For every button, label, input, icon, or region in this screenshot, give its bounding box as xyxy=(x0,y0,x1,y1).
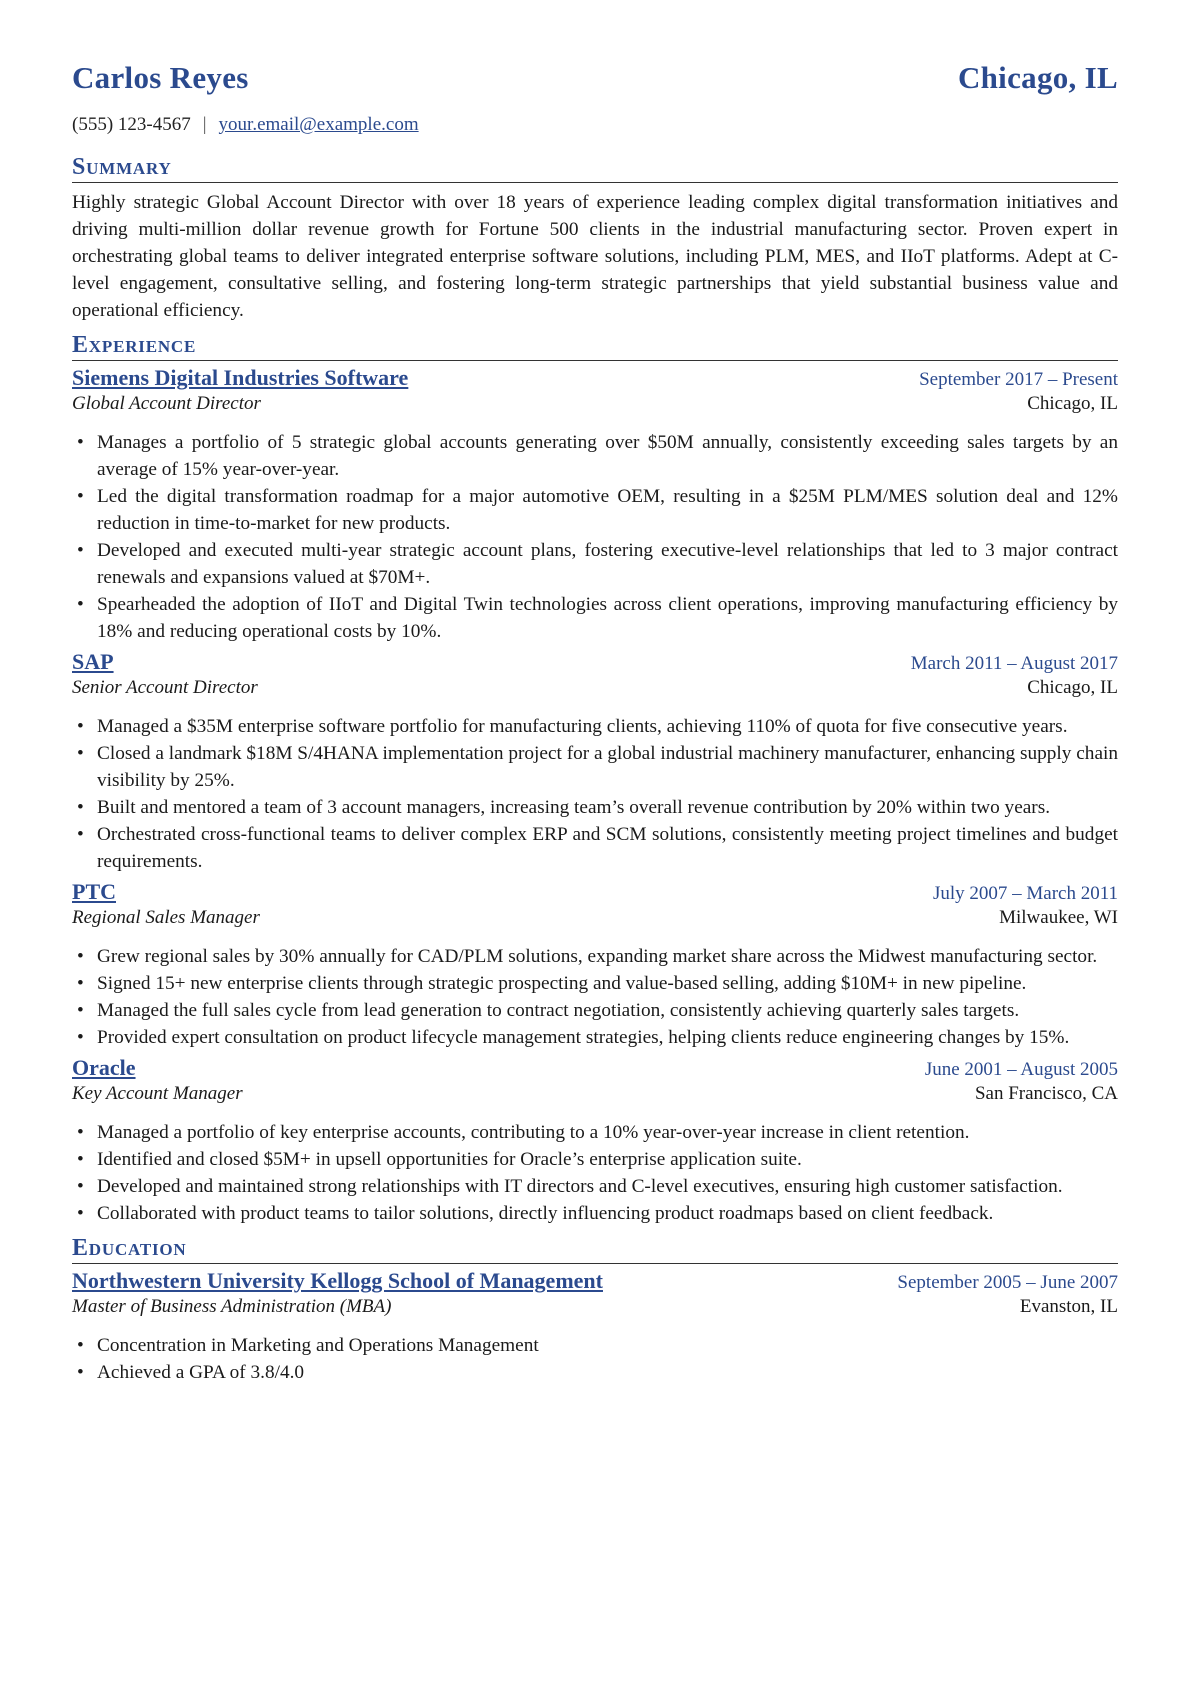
job-bullets xyxy=(72,1119,1118,1227)
candidate-name: Carlos Reyes xyxy=(72,60,249,95)
phone-number: (555) 123-4567 xyxy=(72,114,191,135)
experience-section xyxy=(72,332,1118,1227)
bullet-item: • Identified and closed $5M+ in upsell opportunities for Oracle’s enterprise application suite. xyxy=(97,1146,1118,1173)
job-bullets xyxy=(72,713,1118,875)
contact-separator: | xyxy=(202,114,207,135)
job-location: Milwaukee, WI xyxy=(999,907,1118,928)
education-subheader xyxy=(72,1296,1118,1324)
job-subheader xyxy=(72,677,1118,705)
bullet-item: • Provided expert consultation on product lifecycle management strategies, helping clients reduce engineering changes by 15%. xyxy=(97,1024,1118,1051)
job-dates: June 2001 – August 2005 xyxy=(924,1059,1118,1080)
job-bullets xyxy=(72,943,1118,1051)
summary-text: Highly strategic Global Account Director with over 18 years of experience leading complex digital transformation initiatives and driving multi-million dollar revenue growth for Fortune 500 clients in the industrial manufacturing sector. Proven expert in orchestrating global teams to deliver integrated enterprise software solutions, including PLM, MES, and IIoT platforms. Adept at C-level engagement, consultative selling, and fostering long-term strategic partnerships that yield substantial business value and operational efficiency. xyxy=(72,192,1118,321)
education-bullets xyxy=(72,1332,1118,1386)
company-link[interactable]: SAP xyxy=(72,649,114,674)
bullet-item: • Led the digital transformation roadmap for a major automotive OEM, resulting in a $25M PLM/MES solution deal and 12% reduction in time-to-market for new products. xyxy=(97,483,1118,537)
job-dates: March 2011 – August 2017 xyxy=(910,653,1118,674)
job-bullets xyxy=(72,429,1118,645)
bullet-item: • Managed a $35M enterprise software portfolio for manufacturing clients, achieving 110% of quota for five consecutive years. xyxy=(97,713,1118,740)
job-dates: September 2017 – Present xyxy=(919,369,1118,390)
degree-title: Master of Business Administration (MBA) xyxy=(72,1296,392,1317)
job-subheader xyxy=(72,1083,1118,1111)
job-entry xyxy=(72,1055,1118,1227)
bullet-item: • Grew regional sales by 30% annually for CAD/PLM solutions, expanding market share across the Midwest manufacturing sector. xyxy=(97,943,1118,970)
job-subheader xyxy=(72,907,1118,935)
education-location: Evanston, IL xyxy=(1019,1296,1118,1317)
education-entry xyxy=(72,1268,1118,1386)
summary-section xyxy=(72,154,1118,324)
job-entry xyxy=(72,365,1118,645)
resume-header xyxy=(72,60,1118,108)
company-link[interactable]: Siemens Digital Industries Software xyxy=(72,365,409,390)
email-link[interactable]: your.email@example.com xyxy=(218,114,419,135)
bullet-item: • Manages a portfolio of 5 strategic global accounts generating over $50M annually, consistently exceeding sales targets by an average of 15% year-over-year. xyxy=(97,429,1118,483)
job-entry xyxy=(72,879,1118,1051)
job-title: Senior Account Director xyxy=(72,677,258,698)
job-header xyxy=(72,365,1118,393)
education-dates: September 2005 – June 2007 xyxy=(897,1272,1118,1293)
job-entry xyxy=(72,649,1118,875)
bullet-item: • Achieved a GPA of 3.8/4.0 xyxy=(97,1359,1118,1386)
bullet-item: • Managed the full sales cycle from lead generation to contract negotiation, consistently achieving quarterly sales targets. xyxy=(97,997,1118,1024)
job-location: Chicago, IL xyxy=(1027,393,1118,414)
job-header xyxy=(72,879,1118,907)
job-header xyxy=(72,1055,1118,1083)
education-header xyxy=(72,1268,1118,1296)
job-location: Chicago, IL xyxy=(1027,677,1118,698)
education-heading: Education xyxy=(72,1235,1118,1264)
school-link[interactable]: Northwestern University Kellogg School of Management xyxy=(72,1268,603,1293)
experience-heading: Experience xyxy=(72,332,1118,361)
bullet-item: • Orchestrated cross-functional teams to deliver complex ERP and SCM solutions, consistently meeting project timelines and budget requirements. xyxy=(97,821,1118,875)
job-header xyxy=(72,649,1118,677)
bullet-item: • Closed a landmark $18M S/4HANA implementation project for a global industrial machinery manufacturer, enhancing supply chain visibility by 25%. xyxy=(97,740,1118,794)
candidate-location: Chicago, IL xyxy=(957,60,1118,95)
education-section xyxy=(72,1235,1118,1386)
bullet-item: • Concentration in Marketing and Operations Management xyxy=(97,1332,1118,1359)
bullet-item: • Developed and maintained strong relationships with IT directors and C-level executives, ensuring high customer satisfaction. xyxy=(97,1173,1118,1200)
contact-line xyxy=(72,114,1118,142)
bullet-item: • Built and mentored a team of 3 account managers, increasing team’s overall revenue contribution by 20% within two years. xyxy=(97,794,1118,821)
bullet-item: • Signed 15+ new enterprise clients through strategic prospecting and value-based selling, adding $10M+ in new pipeline. xyxy=(97,970,1118,997)
bullet-item: • Collaborated with product teams to tailor solutions, directly influencing product roadmaps based on client feedback. xyxy=(97,1200,1118,1227)
company-link[interactable]: PTC xyxy=(72,879,116,904)
job-title: Key Account Manager xyxy=(72,1083,243,1104)
job-dates: July 2007 – March 2011 xyxy=(932,883,1118,904)
job-location: San Francisco, CA xyxy=(974,1083,1118,1104)
company-link[interactable]: Oracle xyxy=(72,1055,136,1080)
bullet-item: • Developed and executed multi-year strategic account plans, fostering executive-level relationships that led to 3 major contract renewals and expansions valued at $70M+. xyxy=(97,537,1118,591)
summary-heading: Summary xyxy=(72,154,1118,183)
bullet-item: • Managed a portfolio of key enterprise accounts, contributing to a 10% year-over-year increase in client retention. xyxy=(97,1119,1118,1146)
bullet-item: • Spearheaded the adoption of IIoT and Digital Twin technologies across client operations, improving manufacturing efficiency by 18% and reducing operational costs by 10%. xyxy=(97,591,1118,645)
job-title: Global Account Director xyxy=(72,393,261,414)
job-title: Regional Sales Manager xyxy=(72,907,260,928)
job-subheader xyxy=(72,393,1118,421)
